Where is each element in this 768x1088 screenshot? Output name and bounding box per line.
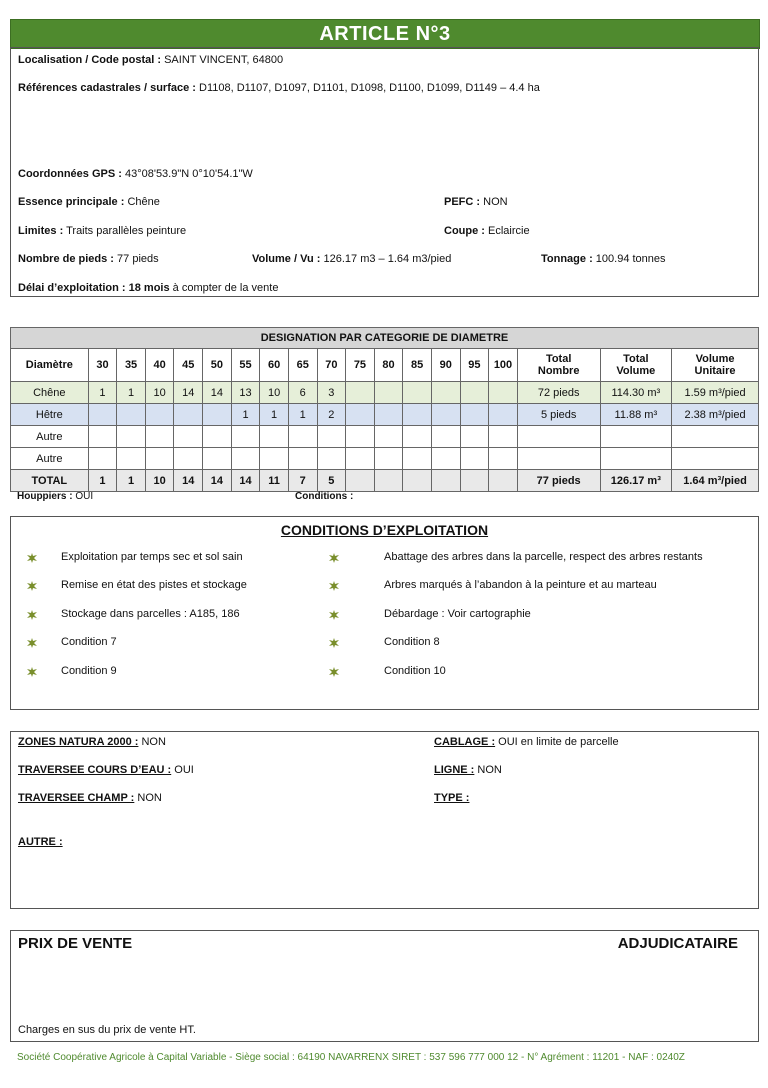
table-cell: [374, 382, 403, 404]
essence-line: Essence principale : Chêne: [18, 196, 160, 208]
header-diameter-35: 35: [117, 349, 146, 382]
table-cell: [117, 426, 146, 448]
table-cell: [145, 448, 174, 470]
header-diameter-80: 80: [374, 349, 403, 382]
references-line: Références cadastrales / surface : D1108, D1107, D1097, D1101, D1098, D1100, D1099, D1149 – 4.4 ha: [18, 82, 540, 94]
header-diameter-40: 40: [145, 349, 174, 382]
table-cell: 2: [317, 404, 346, 426]
leaf-bullet-icon: [329, 610, 337, 618]
row-species: Autre: [11, 426, 89, 448]
table-cell: 1: [260, 404, 289, 426]
table-cell: [203, 448, 232, 470]
prix-panel: [10, 930, 759, 1042]
table-row: [11, 426, 759, 448]
header-total-volume: Total Volume: [600, 349, 672, 382]
table-cell: [117, 404, 146, 426]
row-total-volume: 114.30 m³: [600, 382, 672, 404]
condition-item: Exploitation par temps sec et sol sain: [61, 551, 243, 563]
table-cell: [203, 404, 232, 426]
header-diameter-30: 30: [88, 349, 117, 382]
header-diameter-95: 95: [460, 349, 489, 382]
table-cell: [260, 448, 289, 470]
header-diameter-70: 70: [317, 349, 346, 382]
table-cell: [231, 426, 260, 448]
table-cell: [88, 404, 117, 426]
table-cell: [260, 426, 289, 448]
leaf-bullet-icon: [329, 581, 337, 589]
table-cell: [403, 448, 432, 470]
table-cell: [431, 470, 460, 492]
ligne-line: LIGNE : NON: [434, 764, 502, 776]
condition-item: Stockage dans parcelles : A185, 186: [61, 608, 240, 620]
row-species: TOTAL: [11, 470, 89, 492]
table-cell: 13: [231, 382, 260, 404]
leaf-bullet-icon: [27, 553, 35, 561]
table-cell: [403, 470, 432, 492]
table-cell: [88, 426, 117, 448]
article-info-panel: [10, 47, 759, 297]
table-cell: 1: [231, 404, 260, 426]
table-cell: [288, 448, 317, 470]
table-cell: 5: [317, 470, 346, 492]
table-cell: [489, 404, 518, 426]
header-volume-unitaire: Volume Unitaire: [672, 349, 759, 382]
table-cell: [346, 426, 375, 448]
table-cell: [489, 382, 518, 404]
table-cell: 14: [174, 382, 203, 404]
table-cell: [117, 448, 146, 470]
table-cell: [460, 470, 489, 492]
delai-line: Délai d’exploitation : 18 mois à compter de la vente: [18, 282, 279, 294]
leaf-bullet-icon: [329, 638, 337, 646]
header-diameter-90: 90: [431, 349, 460, 382]
table-cell: 10: [260, 382, 289, 404]
table-cell: [374, 404, 403, 426]
row-volume-unitaire: 2.38 m³/pied: [672, 404, 759, 426]
table-row: [11, 382, 759, 404]
zones-panel: [10, 731, 759, 909]
table-cell: [346, 470, 375, 492]
condition-item: Arbres marqués à l’abandon à la peinture et au marteau: [384, 579, 657, 591]
leaf-bullet-icon: [329, 553, 337, 561]
table-cell: 11: [260, 470, 289, 492]
row-total-volume: [600, 426, 672, 448]
header-diameter-75: 75: [346, 349, 375, 382]
autre-line: AUTRE :: [18, 836, 63, 848]
row-total-volume: [600, 448, 672, 470]
table-cell: [317, 448, 346, 470]
row-volume-unitaire: 1.64 m³/pied: [672, 470, 759, 492]
table-cell: 1: [88, 470, 117, 492]
leaf-bullet-icon: [27, 638, 35, 646]
header-diameter-65: 65: [288, 349, 317, 382]
pieds-line: Nombre de pieds : 77 pieds: [18, 253, 159, 265]
natura-line: ZONES NATURA 2000 : NON: [18, 736, 166, 748]
table-cell: 3: [317, 382, 346, 404]
charges-note: Charges en sus du prix de vente HT.: [18, 1024, 196, 1036]
row-species: Chêne: [11, 382, 89, 404]
row-total-nombre: [517, 448, 600, 470]
prix-de-vente-label: PRIX DE VENTE: [18, 935, 133, 952]
volume-line: Volume / Vu : 126.17 m3 – 1.64 m3/pied: [252, 253, 452, 265]
table-cell: [203, 426, 232, 448]
table-cell: [460, 426, 489, 448]
type-line: TYPE :: [434, 792, 470, 804]
table-cell: [374, 470, 403, 492]
table-cell: [403, 404, 432, 426]
leaf-bullet-icon: [27, 610, 35, 618]
row-total-volume: 11.88 m³: [600, 404, 672, 426]
table-cell: [431, 426, 460, 448]
condition-item: Abattage des arbres dans la parcelle, respect des arbres restants: [384, 551, 703, 563]
table-cell: [346, 382, 375, 404]
header-diameter-85: 85: [403, 349, 432, 382]
table-cell: [460, 382, 489, 404]
row-total-volume: 126.17 m³: [600, 470, 672, 492]
table-cell: 6: [288, 382, 317, 404]
table-cell: 1: [117, 470, 146, 492]
table-row: [11, 448, 759, 470]
cours-eau-line: TRAVERSEE COURS D’EAU : OUI: [18, 764, 194, 776]
table-cell: [431, 448, 460, 470]
table-cell: [231, 448, 260, 470]
leaf-bullet-icon: [27, 581, 35, 589]
row-volume-unitaire: 1.59 m³/pied: [672, 382, 759, 404]
table-cell: [174, 448, 203, 470]
condition-item: Condition 7: [61, 636, 117, 648]
table-cell: [489, 470, 518, 492]
table-cell: [460, 404, 489, 426]
table-cell: [346, 448, 375, 470]
row-species: Autre: [11, 448, 89, 470]
table-row: [11, 404, 759, 426]
table-cell: [431, 382, 460, 404]
header-diameter-50: 50: [203, 349, 232, 382]
houppiers-note: Houppiers : OUI: [17, 491, 94, 502]
row-volume-unitaire: [672, 448, 759, 470]
tonnage-line: Tonnage : 100.94 tonnes: [541, 253, 666, 265]
company-footer: Société Coopérative Agricole à Capital Variable - Siège social : 64190 NAVARRENX SIRET : 537 596 777 000 12 - N° Agrément : 11201 - NAF : 0240Z: [17, 1052, 685, 1063]
table-cell: 10: [145, 470, 174, 492]
table-cell: [174, 404, 203, 426]
table-cell: [431, 404, 460, 426]
table-cell: [88, 448, 117, 470]
conditions-note: Conditions :: [295, 491, 354, 502]
table-cell: [403, 382, 432, 404]
table-cell: [460, 448, 489, 470]
pefc-line: PEFC : NON: [444, 196, 508, 208]
table-cell: 1: [88, 382, 117, 404]
table-cell: [288, 426, 317, 448]
table-caption: DESIGNATION PAR CATEGORIE DE DIAMETRE: [11, 328, 759, 349]
table-cell: [489, 426, 518, 448]
localisation-line: Localisation / Code postal : SAINT VINCENT, 64800: [18, 54, 284, 66]
limites-line: Limites : Traits parallèles peinture: [18, 225, 187, 237]
condition-item: Condition 9: [61, 665, 117, 677]
table-cell: 14: [231, 470, 260, 492]
table-cell: 1: [288, 404, 317, 426]
coupe-line: Coupe : Eclaircie: [444, 225, 530, 237]
header-total-nombre: Total Nombre: [517, 349, 600, 382]
table-header-row: [11, 349, 759, 382]
table-cell: [346, 404, 375, 426]
table-cell: [145, 404, 174, 426]
row-total-nombre: 77 pieds: [517, 470, 600, 492]
table-cell: [145, 426, 174, 448]
header-diameter-100: 100: [489, 349, 518, 382]
header-diameter-60: 60: [260, 349, 289, 382]
leaf-bullet-icon: [329, 667, 337, 675]
table-cell: [374, 426, 403, 448]
condition-item: Condition 10: [384, 665, 446, 677]
gps-line: Coordonnées GPS : 43°08'53.9"N 0°10'54.1"W: [18, 168, 253, 180]
table-cell: [374, 448, 403, 470]
article-title: ARTICLE N°3: [10, 19, 760, 49]
table-cell: [489, 448, 518, 470]
condition-item: Condition 8: [384, 636, 440, 648]
row-species: Hêtre: [11, 404, 89, 426]
table-caption-row: [11, 328, 759, 349]
row-total-nombre: 5 pieds: [517, 404, 600, 426]
table-row: [11, 470, 759, 492]
table-cell: [317, 426, 346, 448]
conditions-panel: [10, 516, 759, 710]
header-diametre: Diamètre: [11, 349, 89, 382]
row-total-nombre: 72 pieds: [517, 382, 600, 404]
table-cell: 7: [288, 470, 317, 492]
cablage-line: CABLAGE : OUI en limite de parcelle: [434, 736, 619, 748]
conditions-title: CONDITIONS D’EXPLOITATION: [280, 522, 489, 538]
table-cell: 10: [145, 382, 174, 404]
header-diameter-45: 45: [174, 349, 203, 382]
champ-line: TRAVERSEE CHAMP : NON: [18, 792, 162, 804]
diameter-table: [10, 327, 759, 492]
row-total-nombre: [517, 426, 600, 448]
row-volume-unitaire: [672, 426, 759, 448]
leaf-bullet-icon: [27, 667, 35, 675]
condition-item: Débardage : Voir cartographie: [384, 608, 531, 620]
header-diameter-55: 55: [231, 349, 260, 382]
adjudicataire-label: ADJUDICATAIRE: [617, 935, 738, 952]
table-cell: [403, 426, 432, 448]
table-cell: [174, 426, 203, 448]
condition-item: Remise en état des pistes et stockage: [61, 579, 247, 591]
table-cell: 14: [174, 470, 203, 492]
table-cell: 1: [117, 382, 146, 404]
table-cell: 14: [203, 382, 232, 404]
table-cell: 14: [203, 470, 232, 492]
